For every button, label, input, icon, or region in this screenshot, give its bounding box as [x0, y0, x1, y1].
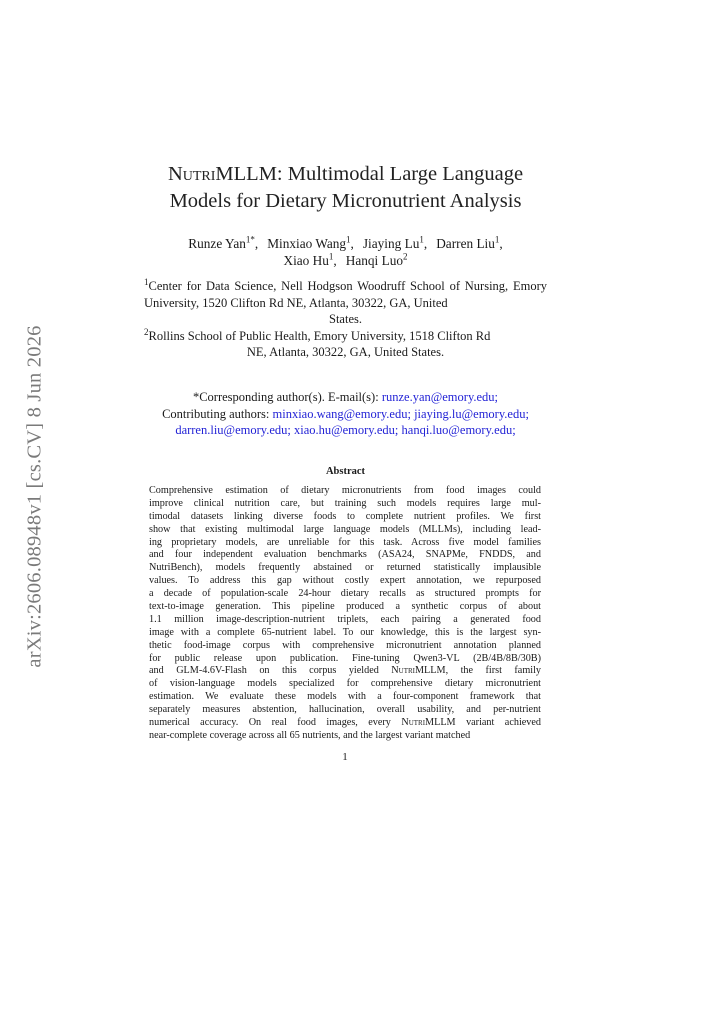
abstract-line: separately measures abstention, hallucination, overall usability, and per-nutrient	[149, 704, 541, 716]
author-list	[140, 235, 551, 269]
title-line-1-rest: : Multimodal Large Language	[276, 163, 524, 185]
abstract-line: Comprehensive estimation of dietary micronutrients from food images could	[149, 485, 541, 496]
author: Hanqi Luo$^2$	[345, 251, 408, 268]
abstract-heading: Abstract	[325, 466, 366, 477]
abstract-line: and GLM-4.6V-Flash on this corpus yielded NutriMLLM, the first family	[149, 665, 541, 677]
abstract-line: NutriBench), models frequently abstained or returned statistically implausible	[149, 562, 541, 574]
abstract-line: for public release upon publication. Fine-tuning Qwen3-VL (2B/4B/8B/30B)	[149, 652, 541, 664]
abstract-line: timodal datasets linking diverse foods to complete nutrient profiles. We first	[149, 510, 541, 522]
title-line-2: Models for Dietary Micronutrient Analysis	[169, 190, 522, 212]
arxiv-identifier	[18, 305, 52, 687]
abstract-line: and four independent evaluation benchmarks (ASA24, SNAPMe, FNDDS, and	[149, 549, 541, 561]
email-link[interactable]: darren.liu@emory.edu;	[175, 423, 291, 437]
abstract-line: improve clinical nutrition care, but training such models requires large mul-	[149, 497, 541, 509]
affiliations	[144, 278, 547, 361]
correspondence	[128, 389, 563, 439]
abstract-line: ing proprietary models, are unreliable for this task. Across five model families	[149, 536, 541, 548]
author: Darren Liu$^1$,	[436, 234, 503, 251]
corresponding-author-line: *Corresponding author(s). E-mail(s): runze.yan@emory.edu;	[192, 390, 499, 404]
abstract-line: numerical accuracy. On real food images, every NutriMLLM variant achieved	[149, 717, 542, 729]
abstract-line: estimation. We evaluate these models with a four-component framework that	[149, 691, 541, 703]
arxiv-identifier-text: arXiv:2606.08948v1 [cs.CV] 8 Jun 2026	[23, 324, 46, 668]
email-link[interactable]: hanqi.luo@emory.edu;	[401, 423, 516, 437]
email-link[interactable]: xiao.hu@emory.edu;	[293, 423, 399, 437]
contributing-authors-line	[128, 422, 563, 439]
paper-title	[130, 161, 561, 215]
abstract-line: image with a complete 65-nutrient label. To our knowledge, this is the largest syn-	[149, 626, 541, 638]
page-number: 1	[342, 751, 348, 763]
abstract-line: text-to-image generation. This pipeline produced a synthetic corpus of about	[149, 601, 541, 613]
model-name: NutriMLLM	[401, 717, 456, 729]
abstract-line: a decade of population-scale 24-hour dietary recalls as structured prompts for	[149, 588, 541, 600]
author: Minxiao Wang$^1$,	[267, 234, 354, 251]
email-link[interactable]: runze.yan@emory.edu;	[381, 390, 499, 404]
abstract-line: near-complete coverage across all 65 nutrients, and the largest variant matched	[149, 729, 471, 741]
email-link[interactable]: minxiao.wang@emory.edu;	[272, 406, 411, 421]
affiliation: $^2$Rollins School of Public Health, Emory University, 1518 Clifton Rd NE, Atlanta, 30322, GA, United States.	[144, 326, 491, 359]
abstract-line: of vision-language models specialized for comprehensive dietary micronutrient	[149, 678, 541, 690]
title-brand: NutriMLLM	[167, 163, 277, 185]
author: Xiao Hu$^1$,	[283, 251, 337, 268]
abstract-line: thetic food-image corpus with comprehensive micronutrient annotation planned	[149, 639, 541, 651]
title-line-1	[130, 161, 561, 188]
abstract-line: show that existing multimodal large language models (MLLMs), including lead-	[149, 523, 541, 535]
affiliation: $^1$Center for Data Science, Nell Hodgson Woodruff School of Nursing, Emory University, 1520 Clifton Rd NE, Atlanta, 30322, GA, United States.	[144, 276, 547, 326]
author: Jiaying Lu$^1$,	[362, 234, 428, 251]
email-link[interactable]: jiaying.lu@emory.edu;	[414, 406, 529, 421]
contributing-authors-line: Contributing authors: minxiao.wang@emory.edu; jiaying.lu@emory.edu;	[162, 406, 529, 421]
abstract-line: values. To address this gap without costly expert annotation, we repurposed	[149, 575, 541, 587]
author: Runze Yan$^{1*}$,	[188, 234, 259, 251]
model-name: NutriMLLM	[391, 665, 446, 677]
abstract-body	[149, 485, 541, 743]
abstract-line: 1.1 million image-description-nutrient triplets, each pairing a generated food	[149, 613, 541, 625]
